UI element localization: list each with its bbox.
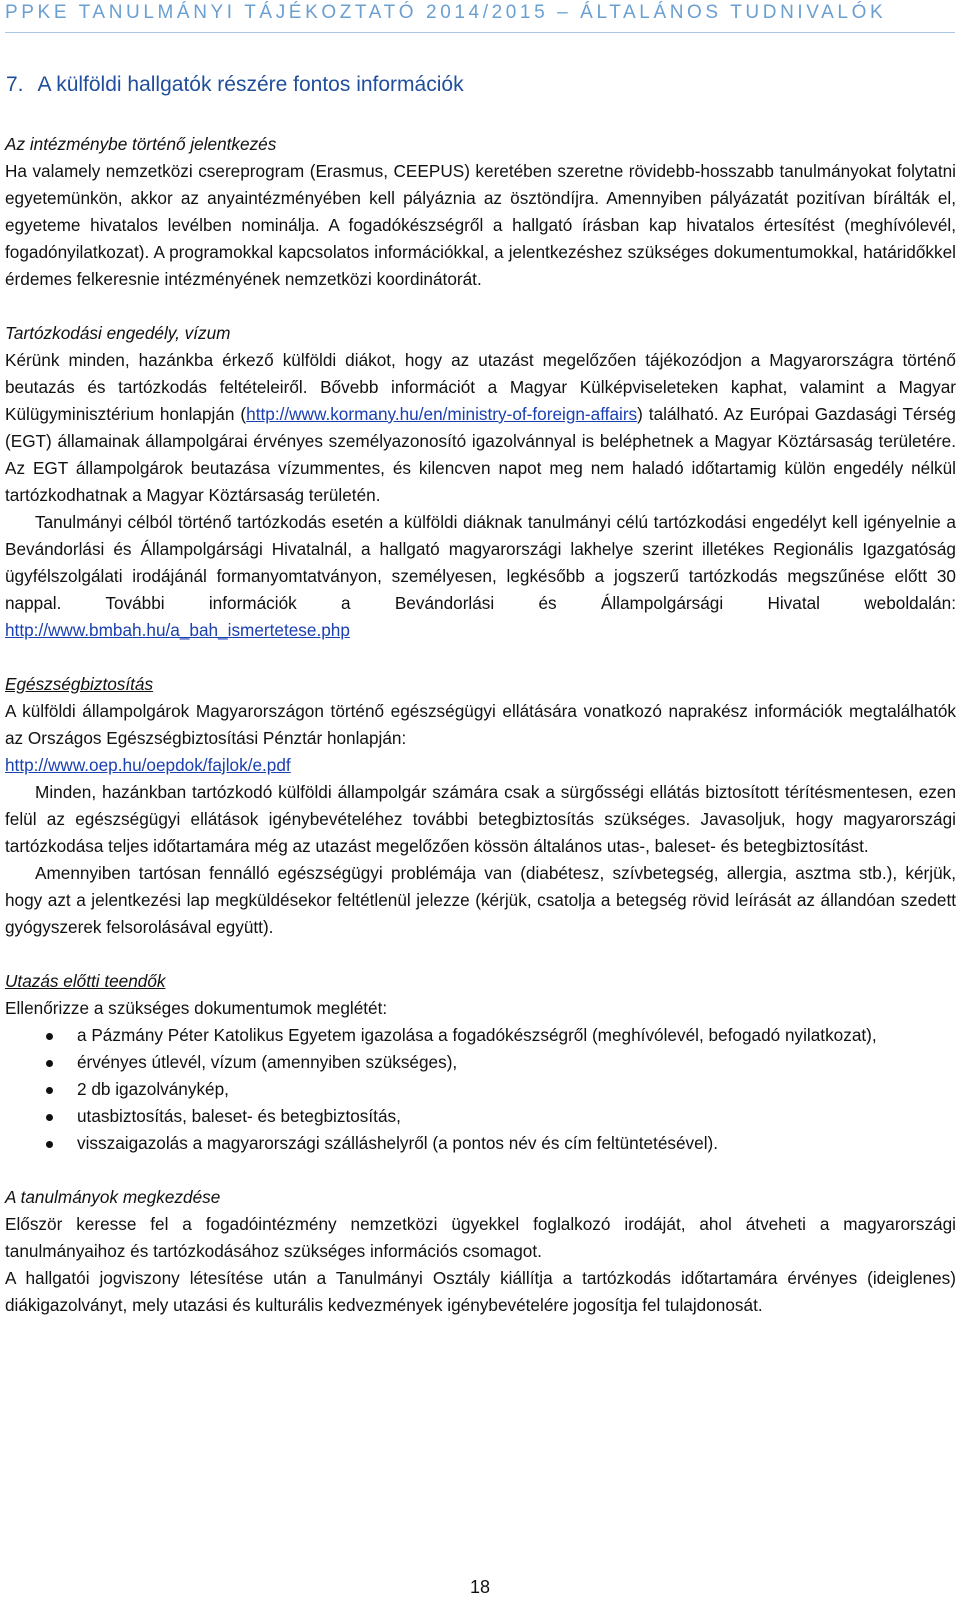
list-item: a Pázmány Péter Katolikus Egyetem igazolása a fogadókészségről (meghívólevél, befogadó nyilatkozat), [5, 1022, 956, 1049]
list-item: utasbiztosítás, baleset- és betegbiztosítás, [5, 1103, 956, 1130]
running-header [5, 2, 955, 24]
paragraph-start-2: A hallgatói jogviszony létesítése után a Tanulmányi Osztály kiállítja a tartózkodás időtartamára érvényes (ideiglenes) diákigazolványt, mely utazási és kulturális kedvezmények igénybevételére jogosítja fel tulajdonosát. [5, 1268, 956, 1315]
link-oep[interactable]: http://www.oep.hu/oepdok/fajlok/e.pdf [5, 755, 291, 775]
heading-insurance: Egészségbiztosítás [5, 674, 154, 694]
documents-list [5, 1022, 956, 1157]
header-rule [5, 32, 955, 33]
paragraph-registration: Ha valamely nemzetközi csereprogram (Erasmus, CEEPUS) keretében szeretne rövidebb-hosszabb tanulmányokat folytatni egyetemünkön, akkor az anyaintézményében kell pályáznia az ösztöndíjra. Amennyiben pályázatát pozitívan bírálták el, egyeteme hivatalos levélben nominálja. A fogadókészségről a hallgató írásban kap hivatalos értesítést (meghívólevél, fogadónyilatkozat). A programokkal kapcsolatos információkkal, a jelentkezéshez szükséges dokumentumokkal, határidőkkel érdemes felkeresnie intézményének nemzetközi koordinátorát. [5, 161, 956, 289]
section-title-text: A külföldi hallgatók részére fontos információk [37, 73, 464, 96]
paragraph-insurance-2: Minden, hazánkban tartózkodó külföldi állampolgár számára csak a sürgősségi ellátás biztosított térítésmentesen, ezen felül az egészségügyi ellátások igénybevételéhez további betegbiztosítás szükséges. Javasoljuk, hogy magyarországi tartózkodása teljes időtartamára még az utazást megelőzően kössön általános utas-, baleset- és betegbiztosítást. [5, 782, 956, 856]
residence-text-b: ) található. Az Európai Gazdasági Térség (EGT) államainak állampolgárai érvényes személyazonosító igazolvánnyal is beléphetnek a Magyar Köztársaság területére. Az EGT állampolgárok beutazása vízummentes, és kilencven napot meg nem haladó időtartamig külön engedély nélkül tartózkodhatnak a Magyar Köztársaság területén. [5, 404, 956, 505]
paragraph-before-travel: Ellenőrizze a szükséges dokumentumok meglétét: [5, 998, 388, 1018]
bullet-icon [46, 1060, 53, 1067]
link-bmbah[interactable]: http://www.bmbah.hu/a_bah_ismertetese.php [5, 620, 350, 640]
body-text [5, 131, 956, 1319]
section-title [6, 73, 464, 97]
residence-text-a: Kérünk minden, hazánkba érkező külföldi diákot, hogy az utazást megelőzően tájékozódjon a Magyarországra történő beutazás és tartózkodás feltételeiről. Bővebb információt a Magyar Külképviseleteken kaphat, valamint a Magyar Külügyminisztérium honlapján ( [5, 350, 956, 424]
paragraph-insurance-1: A külföldi állampolgárok Magyarországon történő egészségügyi ellátására vonatkozó naprakész információk megtalálhatók az Országos Egészségbiztosítási Pénztár honlapján: [5, 701, 956, 748]
paragraph-residence-2 [5, 509, 956, 644]
heading-before-travel: Utazás előtti teendők [5, 971, 166, 991]
list-item: érvényes útlevél, vízum (amennyiben szükséges), [5, 1049, 956, 1076]
paragraph-insurance-link [5, 752, 956, 779]
bullet-icon [46, 1114, 53, 1121]
list-item: 2 db igazolványkép, [5, 1076, 956, 1103]
running-header-text: PPKE TANULMÁNYI TÁJÉKOZTATÓ 2014/2015 – ÁLTALÁNOS TUDNIVALÓK [5, 2, 887, 23]
list-item: visszaigazolás a magyarországi szálláshelyről (a pontos név és cím feltüntetésével). [5, 1130, 956, 1157]
paragraph-residence-1 [5, 347, 956, 509]
heading-registration: Az intézménybe történő jelentkezés [5, 134, 277, 154]
bullet-icon [46, 1141, 53, 1148]
paragraph-insurance-3: Amennyiben tartósan fennálló egészségügyi problémája van (diabétesz, szívbetegség, allergia, asztma stb.), kérjük, hogy azt a jelentkezési lap megküldésekor feltétlenül jelezze (kérjük, csatolja a betegség rövid leírását az állandóan szedett gyógyszerek felsorolásával együtt). [5, 863, 956, 937]
paragraph-start-1: Először keresse fel a fogadóintézmény nemzetközi ügyekkel foglalkozó irodáját, ahol átveheti a magyarországi tanulmányaihoz és tartózkodásához szükséges információs csomagot. [5, 1214, 956, 1261]
link-foreign-affairs[interactable]: http://www.kormany.hu/en/ministry-of-foreign-affairs [246, 404, 638, 424]
residence-text-c: Tanulmányi célból történő tartózkodás esetén a külföldi diáknak tanulmányi célú tartózkodási engedélyt kell igényelnie a Bevándorlási és Állampolgársági Hivatalnál, a hallgató magyarországi lakhelye szerint illetékes Regionális Igazgatóság ügyfélszolgálati irodájánál formanyomtatványon, személyesen, legkésőbb a jogszerű tartózkodás megszűnése előtt 30 nappal. További információk a Bevándorlási és Állampolgársági Hivatal weboldalán: [5, 512, 956, 613]
section-number: 7. [6, 73, 24, 96]
bullet-icon [46, 1087, 53, 1094]
page-number: 18 [469, 1577, 491, 1597]
heading-start-studies: A tanulmányok megkezdése [5, 1187, 221, 1207]
heading-residence: Tartózkodási engedély, vízum [5, 323, 231, 343]
bullet-icon [46, 1033, 53, 1040]
